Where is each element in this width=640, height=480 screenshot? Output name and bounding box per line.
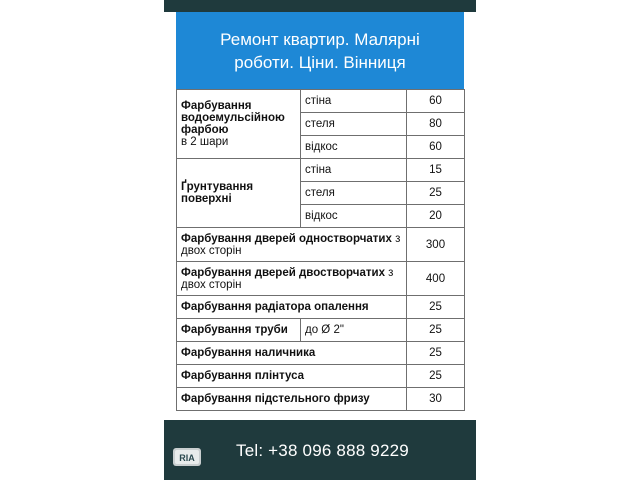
service-name: Фарбування підстельного фризу: [177, 388, 407, 411]
price-table: [176, 89, 465, 411]
top-strip: [164, 0, 476, 12]
service-name-note: в 2 шари: [181, 136, 229, 148]
price-value: 25: [407, 182, 465, 205]
price-value: 30: [407, 388, 465, 411]
surface-type: відкос: [301, 136, 407, 159]
price-value: 60: [407, 90, 465, 113]
price-value: 60: [407, 136, 465, 159]
phone-number[interactable]: Tel: +38 096 888 9229: [236, 441, 409, 460]
header-banner: [176, 12, 464, 89]
table-row: [177, 319, 465, 342]
service-name: Фарбування наличника: [177, 342, 407, 365]
service-name: Фарбування труби: [177, 319, 301, 342]
table-row: [177, 342, 465, 365]
surface-type: стіна: [301, 159, 407, 182]
service-name: [177, 228, 407, 262]
surface-type: стеля: [301, 113, 407, 136]
service-name-main: Фарбування дверей одностворчатих: [181, 232, 392, 245]
service-name: Фарбування плінтуса: [177, 365, 407, 388]
surface-type: до Ø 2": [301, 319, 407, 342]
table-row: [177, 388, 465, 411]
service-name-note: з двох сторін: [181, 266, 394, 291]
surface-type: відкос: [301, 205, 407, 228]
logo-text: RIA: [179, 453, 195, 463]
service-name-note: з двох сторін: [181, 232, 401, 257]
table-row: [177, 90, 465, 113]
price-value: 25: [407, 319, 465, 342]
ria-logo-icon: [172, 445, 202, 469]
service-name: [177, 90, 301, 159]
footer-bar: [164, 420, 476, 480]
price-value: 80: [407, 113, 465, 136]
price-value: 300: [407, 228, 465, 262]
surface-type: стеля: [301, 182, 407, 205]
table-row: [177, 228, 465, 262]
page-title: Ремонт квартир. Малярні роботи. Ціни. Вінниця: [220, 29, 420, 72]
surface-type: стіна: [301, 90, 407, 113]
table-row: [177, 262, 465, 296]
price-value: 25: [407, 365, 465, 388]
price-value: 15: [407, 159, 465, 182]
service-name: Ґрунтування поверхні: [177, 159, 301, 228]
table-row: [177, 296, 465, 319]
price-value: 20: [407, 205, 465, 228]
service-name: Фарбування радіатора опалення: [177, 296, 407, 319]
service-name: [177, 262, 407, 296]
service-name-main: Фарбування дверей двостворчатих: [181, 266, 385, 279]
price-value: 25: [407, 296, 465, 319]
service-name-main: Фарбування водоемульсійною фарбою: [181, 100, 285, 136]
price-card: [164, 0, 476, 480]
table-row: [177, 159, 465, 182]
price-value: 25: [407, 342, 465, 365]
price-value: 400: [407, 262, 465, 296]
table-row: [177, 365, 465, 388]
